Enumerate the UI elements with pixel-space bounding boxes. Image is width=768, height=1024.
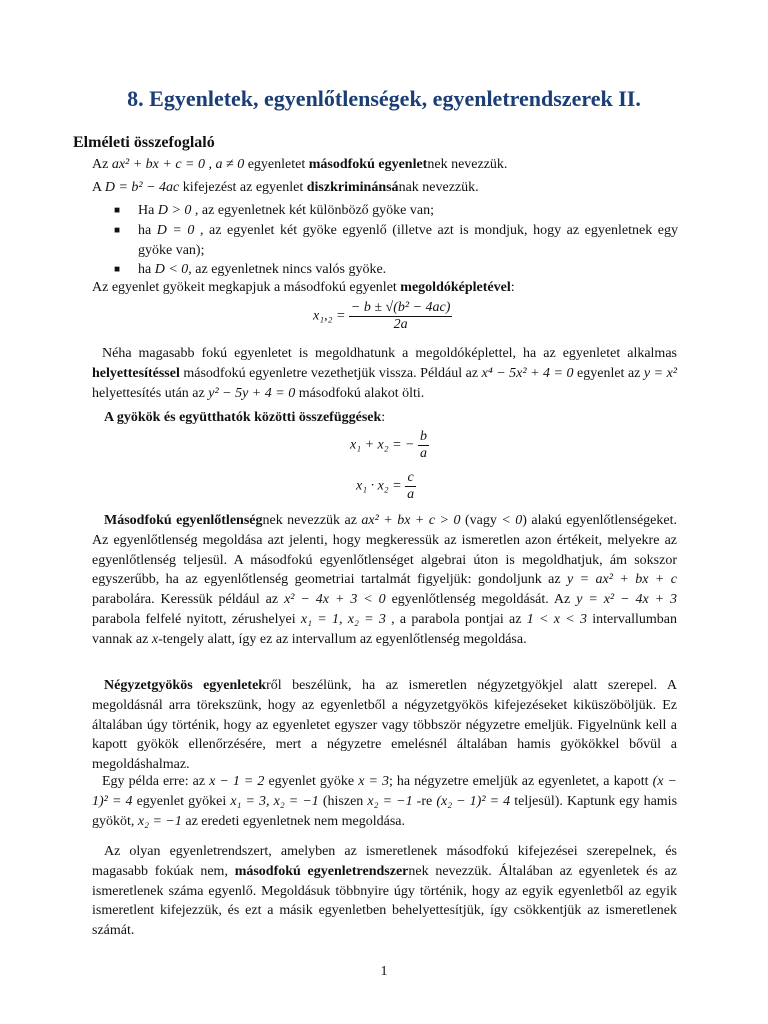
paragraph-equation-systems: Az olyan egyenletrendszert, amelyben az ismeretlenek másodfokú kifejezései szerepelnek, és magasabb fokúak nem, másodfokú egyenletrendszernek nevezzük. Általában az egyenletek és az ismeretlenek száma egyenlő. Megoldásuk többnyire úgy történik, hogy az egyik egyenletből az egyik ismeretlent kifejezzük, és ezt a másik egyenletben behelyettesítjük, így csökkentjük az ismeretlenek számát. bbox=[92, 844, 677, 939]
section-heading: Elméleti összefoglaló bbox=[73, 134, 215, 151]
bullet-item: ha D < 0, az egyenletnek nincs valós gyöke. bbox=[138, 262, 387, 277]
bullet-marker: ■ bbox=[114, 264, 121, 275]
page-title: 8. Egyenletek, egyenlőtlenségek, egyenletrendszerek II. bbox=[127, 86, 641, 111]
paragraph-radical-equations: Négyzetgyökös egyenletekről beszélünk, ha az ismeretlen négyzetgyökjel alatt szerepel. A megoldásnál arra törekszünk, hogy az egyenletből a négyzetgyökös kifejezéseket kiküszöböljük. Ez általában úgy történik, hogy az egyenletet egyszer vagy többször négyzetre emeljük. Figyelnünk kell a kapott gyökök ellenőrzésére, mert a négyzetre emelésnél általában hamis gyökökkel bővül a megoldáshalmaz. bbox=[92, 678, 677, 773]
bullet-marker: ■ bbox=[114, 225, 121, 236]
bullet-item: Ha D > 0 , az egyenletnek két különböző gyöke van; bbox=[138, 203, 434, 218]
intro-line-quadratic: Az ax² + bx + c = 0 , a ≠ 0 egyenletet másodfokú egyenletnek nevezzük. bbox=[92, 157, 508, 172]
quadratic-formula: x₁,₂ = $\frac{\text{− b ± √(b² − 4ac)}}{2a}$ bbox=[313, 300, 451, 332]
bullet-item: ha D = 0 , az egyenlet két gyöke egyenlő (illetve azt is mondjuk, hogy az egyenletnek egy gyöke van); bbox=[138, 223, 679, 258]
paragraph-example: Egy példa erre: az x − 1 = 2 egyenlet gyöke x = 3; ha négyzetre emeljük az egyenletet, a kapott (x − 1)² = 4 egyenlet gyökei x₁ = 3, x₂ = −1 (hiszen x₂ = −1 -re (x₂ − 1)² = 4 teljesül). Kaptunk egy hamis gyököt, x₂ = −1 az eredeti egyenletnek nem megoldása. bbox=[92, 774, 678, 829]
vieta-sum-formula: x₁ + x₂ = − $\frac{b}{a}$ bbox=[350, 429, 428, 461]
page-number: 1 bbox=[380, 964, 388, 979]
bullet-marker: ■ bbox=[114, 205, 121, 216]
paragraph-substitution: Néha magasabb fokú egyenletet is megoldhatunk a megoldóképlettel, ha az egyenletet alkalmas helyettesítéssel másodfokú egyenletre vezethetjük vissza. Például az x⁴ − 5x² + 4 = 0 egyenlet az y = x² helyettesítés után az y² − 5y + 4 = 0 másodfokú alakot ölti. bbox=[92, 346, 677, 401]
formula-intro: Az egyenlet gyökeit megkapjuk a másodfokú egyenlet megoldóképletével: bbox=[92, 280, 515, 295]
paragraph-inequality: Másodfokú egyenlőtlenségnek nevezzük az ax² + bx + c > 0 (vagy < 0) alakú egyenlőtlenségeket. Az egyenlőtlenség megoldása azt jelenti, hogy megkeressük az ismeretlen azon értékeit, melyekre az egyenlőtlenség teljesül. A másodfokú egyenlőtlenséget algebrai úton is megoldhatjuk, ám sokszor egyszerűbb, ha az egyenlőtlenség geometriai tartalmát figyeljük: gondoljunk az y = ax² + bx + c parabolára. Keressük például az x² − 4x + 3 < 0 egyenlőtlenség megoldását. Az y = x² − 4x + 3 parabola felfelé nyitott, zérushelyei x₁ = 1, x₂ = 3 , a parabola pontjai az 1 < x < 3 intervallumban vannak az x-tengely alatt, így ez az intervallum az egyenlőtlenség megoldása. bbox=[92, 513, 678, 647]
vieta-product-formula: x₁ · x₂ = $\frac{c}{a}$ bbox=[356, 470, 415, 502]
vieta-heading: A gyökök és együtthatók közötti összefüggések: bbox=[104, 410, 386, 425]
intro-line-discriminant: A D = b² − 4ac kifejezést az egyenlet diszkriminánsának nevezzük. bbox=[92, 180, 479, 195]
